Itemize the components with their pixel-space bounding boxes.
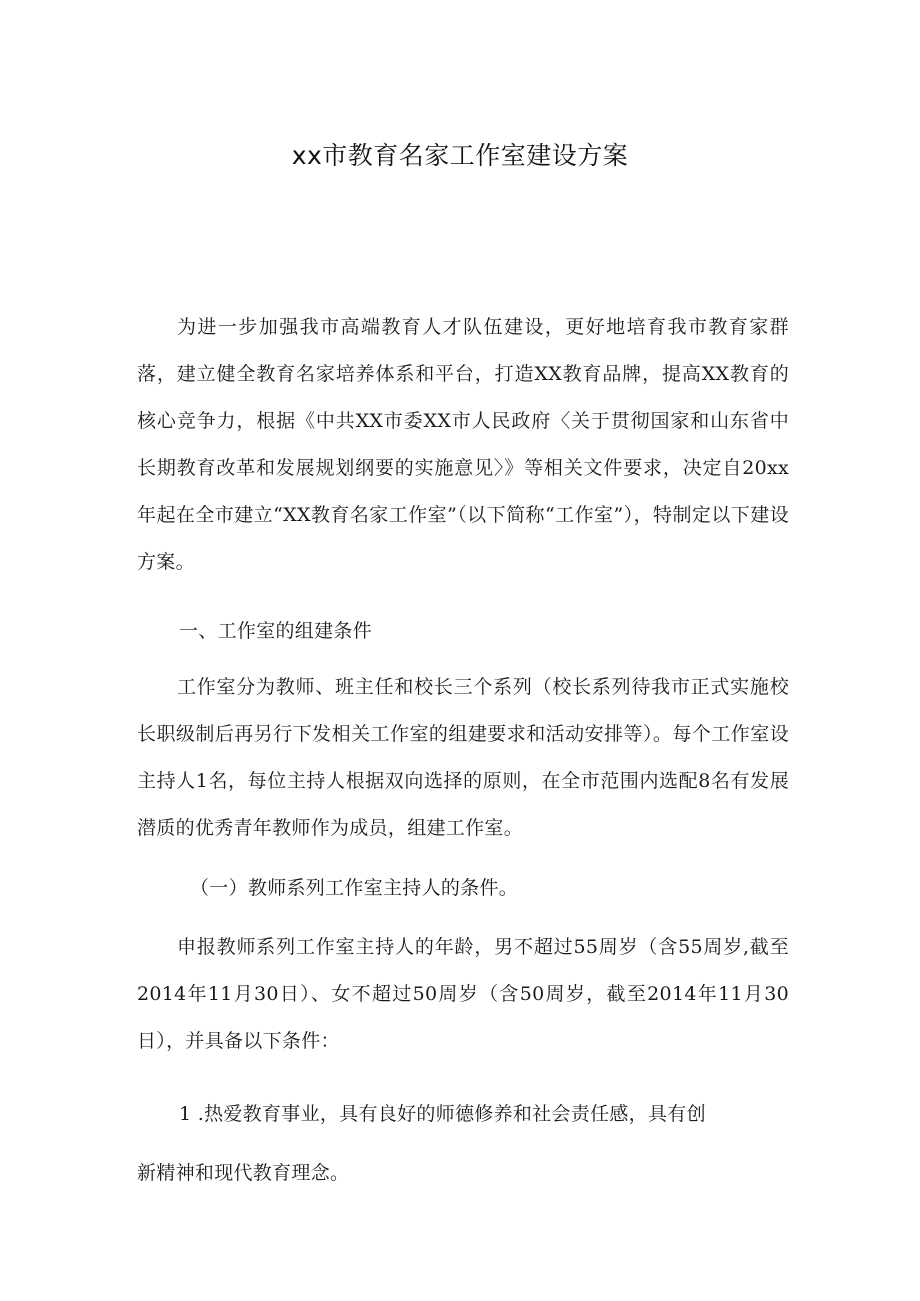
intro-paragraph: 为进一步加强我市高端教育人才队伍建设，更好地培育我市教育家群落，建立健全教育名家培养体系和平台，打造XX教育品牌，提高XX教育的核心竞争力，根据《中共XX市委XX市人民政府〈关于贯彻国家和山东省中长期教育改革和发展规划纲要的实施意见〉》等相关文件要求，决定自20xx年起在全市建立“XX教育名家工作室”（以下简称“工作室”），特制定以下建设方案。 [137,316,789,573]
subsection-body-1: 申报教师系列工作室主持人的年龄，男不超过55周岁（含55周岁,截至2014年11月30日）、女不超过50周岁（含50周岁，截至2014年11月30日），并具备以下条件： [137,936,789,1052]
section-heading-1: 一、工作室的组建条件 [179,620,373,642]
subsection-heading-1: （一）教师系列工作室主持人的条件。 [190,877,519,899]
document-title: xx市教育名家工作室建设方案 [291,141,629,170]
section-body-1: 工作室分为教师、班主任和校长三个系列（校长系列待我市正式实施校长职级制后再另行下发相关工作室的组建要求和活动安排等）。每个工作室设主持人1名，每位主持人根据双向选择的原则，在全市范围内选配8名有发展潜质的优秀青年教师作为成员，组建工作室。 [137,676,789,839]
list-item-1-line-2: 新精神和现代教育理念。 [137,1162,350,1184]
list-item-1-line-1: 1 .热爱教育事业，具有良好的师德修养和社会责任感，具有创 [179,1103,706,1125]
